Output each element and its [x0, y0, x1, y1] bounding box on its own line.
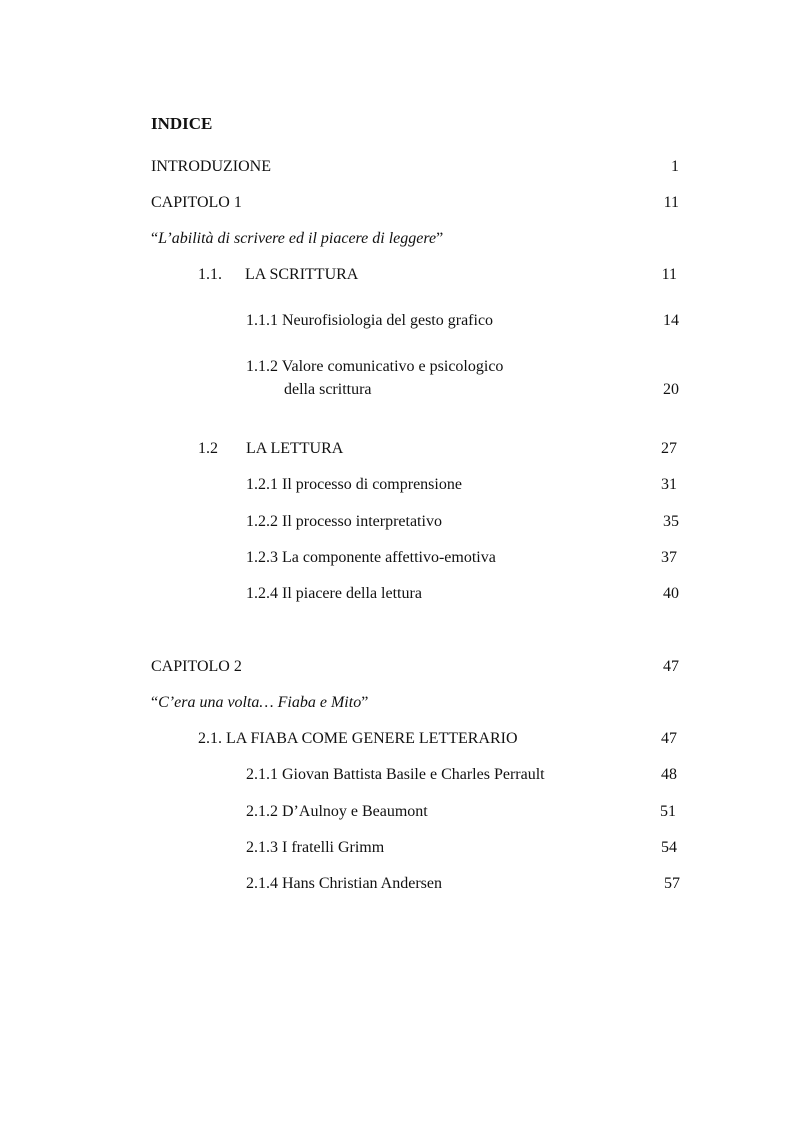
section-title: 2.1. LA FIABA COME GENERE LETTERARIO	[198, 730, 518, 747]
subsection-entry: 2.1.2 D’Aulnoy e Beaumont	[246, 803, 428, 820]
index-title: INDICE	[151, 114, 213, 133]
subsection-entry: 1.1.1 Neurofisiologia del gesto grafico	[246, 312, 494, 329]
subsection-page: 31	[661, 476, 677, 493]
section-number: 1.2	[198, 440, 218, 457]
subsection-page: 54	[661, 839, 677, 856]
subsection-entry: 2.1.4 Hans Christian Andersen	[246, 875, 442, 892]
subsection-entry: 2.1.1 Giovan Battista Basile e Charles Perrault	[246, 766, 545, 783]
toc-entry-introduction: INTRODUZIONE	[151, 158, 271, 175]
section-number: 1.1.	[198, 266, 222, 283]
section-title: LA LETTURA	[246, 440, 344, 457]
section-page: 27	[661, 440, 677, 457]
toc-page-chapter-2: 47	[663, 658, 679, 675]
subsection-page: 48	[661, 766, 677, 783]
subsection-page: 37	[661, 549, 677, 566]
subsection-entry: 1.1.2 Valore comunicativo e psicologico	[246, 358, 504, 375]
section-page: 47	[661, 730, 677, 747]
subsection-entry-continuation: della scrittura	[284, 381, 372, 398]
section-page: 11	[661, 266, 677, 283]
chapter-2-subtitle: “C’era una volta… Fiaba e Mito”	[151, 694, 369, 711]
subsection-page: 51	[660, 803, 676, 820]
subsection-page: 40	[663, 585, 679, 602]
subsection-entry: 1.2.3 La componente affettivo-emotiva	[246, 549, 496, 566]
subsection-entry: 1.2.4 Il piacere della lettura	[246, 585, 422, 602]
subsection-entry: 2.1.3 I fratelli Grimm	[246, 839, 385, 856]
subsection-entry: 1.2.2 Il processo interpretativo	[246, 513, 442, 530]
subsection-page: 57	[664, 875, 680, 892]
toc-entry-chapter-2: CAPITOLO 2	[151, 658, 242, 675]
toc-entry-chapter-1: CAPITOLO 1	[151, 194, 242, 211]
toc-page-introduction: 1	[671, 158, 679, 175]
chapter-1-subtitle: “L’abilità di scrivere ed il piacere di leggere”	[151, 230, 444, 247]
subsection-page: 14	[663, 312, 679, 329]
section-title: LA SCRITTURA	[245, 266, 359, 283]
subsection-page: 20	[663, 381, 679, 398]
toc-page-chapter-1: 11	[663, 194, 679, 211]
subsection-entry: 1.2.1 Il processo di comprensione	[246, 476, 462, 493]
subsection-page: 35	[663, 513, 679, 530]
